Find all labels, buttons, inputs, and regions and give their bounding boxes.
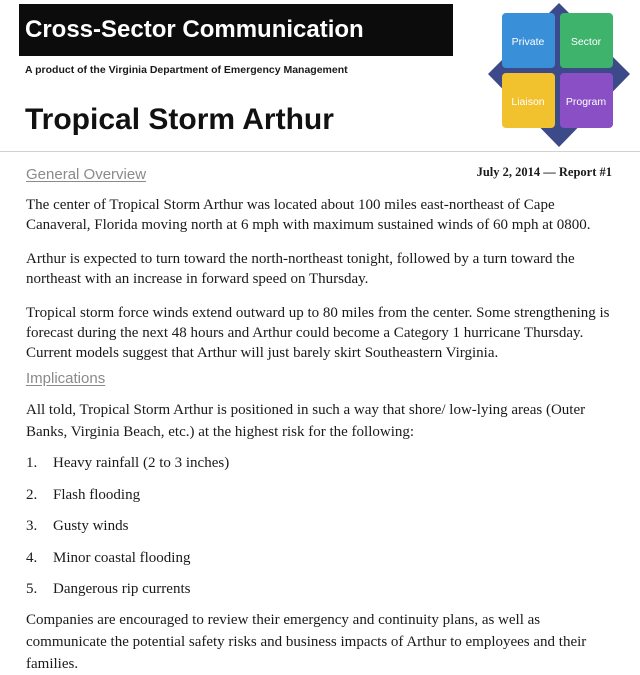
list-item (26, 453, 229, 485)
list-item (26, 548, 229, 580)
header-divider (0, 151, 640, 152)
cross-sector-logo (486, 1, 632, 149)
page-title: Tropical Storm Arthur (25, 103, 334, 136)
list-text: Heavy rainfall (2 to 3 inches) (53, 455, 230, 471)
implications-heading: Implications (26, 370, 106, 387)
list-text: Minor coastal flooding (53, 549, 191, 566)
banner-title: Cross-Sector Communication (19, 4, 453, 56)
publisher-subtitle: A product of the Virginia Department of Emergency Management (25, 64, 348, 76)
logo-label-private: Private (511, 36, 545, 48)
closing-paragraph: Companies are encouraged to review their emergency and continuity plans, as well as communicate the potential safety risks and business impacts of Arthur to employees and their families. (26, 612, 587, 672)
list-item (26, 516, 229, 548)
logo-label-program: Program (565, 96, 607, 108)
list-text: Dangerous rip currents (53, 581, 191, 597)
list-number: 2. (26, 486, 38, 503)
list-text: Flash flooding (53, 486, 141, 503)
list-text: Gusty winds (53, 518, 129, 534)
implications-intro: All told, Tropical Storm Arthur is positioned in such a way that shore/ low-lying areas (Outer Banks, Virginia Beach, etc.) at the highest risk for the following: (26, 402, 586, 440)
list-number: 3. (26, 518, 38, 534)
list-number: 5. (26, 581, 38, 597)
general-overview-heading: General Overview (26, 166, 147, 183)
logo-label-sector: Sector (570, 36, 602, 48)
list-item (26, 485, 229, 517)
report-dateline: July 2, 2014 — Report #1 (476, 165, 612, 179)
overview-paragraph: Tropical storm force winds extend outward up to 80 miles from the center. Some strengthening is forecast during the next 48 hours and Arthur could become a Category 1 hurricane Thursday. Current models suggest that Arthur will just barely skirt Southeastern Virginia. (26, 305, 610, 361)
list-item (26, 579, 229, 611)
logo-label-liaison: Liaison (511, 96, 545, 108)
list-number: 1. (26, 455, 38, 471)
list-number: 4. (26, 549, 38, 566)
overview-paragraph: Arthur is expected to turn toward the north-northeast tonight, followed by a turn toward the northeast with an increase in forward speed on Thursday. (26, 251, 575, 287)
risk-list (26, 453, 229, 611)
overview-paragraph: The center of Tropical Storm Arthur was located about 100 miles east-northeast of Cape Canaveral, Florida moving north at 6 mph with maximum sustained winds of 60 mph at 0800. (26, 197, 591, 233)
